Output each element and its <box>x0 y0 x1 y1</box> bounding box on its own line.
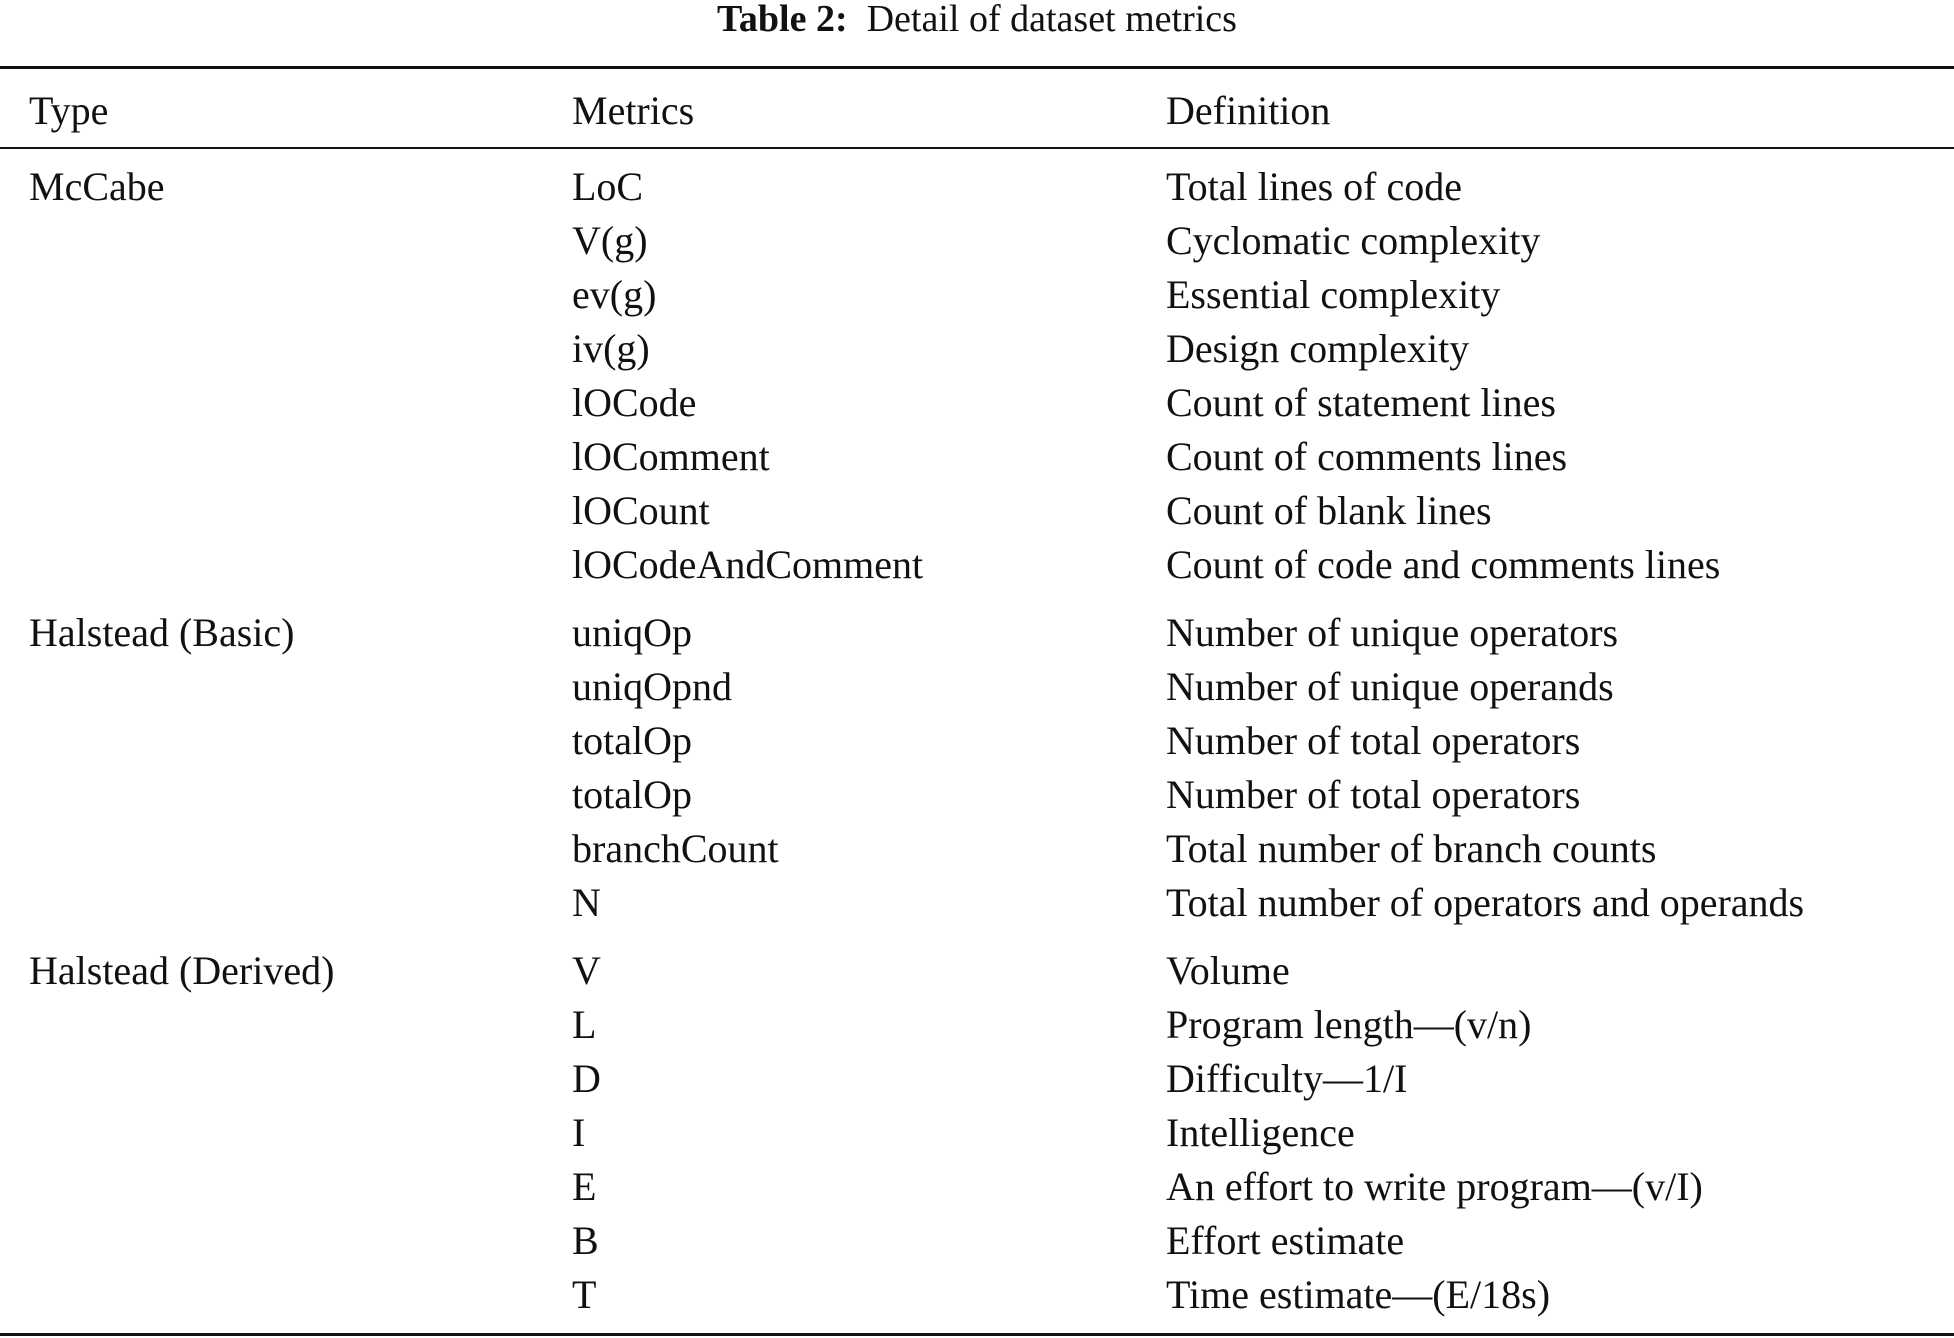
table-row <box>0 944 1954 998</box>
table-row <box>0 1052 1954 1106</box>
definition-cell: An effort to write program—(v/I) <box>1166 1164 1703 1209</box>
definition-cell: Essential complexity <box>1166 272 1501 317</box>
metric-cell: N <box>572 880 601 925</box>
table-row <box>0 998 1954 1052</box>
definition-cell: Count of code and comments lines <box>1166 542 1721 587</box>
metric-cell: lOComment <box>572 434 770 479</box>
table-row <box>0 430 1954 484</box>
metric-cell: lOCodeAndComment <box>572 542 924 587</box>
definition-cell: Cyclomatic complexity <box>1166 218 1541 263</box>
type-cell: Halstead (Derived) <box>29 948 335 993</box>
table-row <box>0 1214 1954 1268</box>
table-row <box>0 1268 1954 1322</box>
definition-cell: Difficulty—1/I <box>1166 1056 1408 1101</box>
metric-cell: V(g) <box>572 218 648 263</box>
metric-cell: LoC <box>572 164 644 209</box>
table-group-halstead-derived <box>0 944 1954 1322</box>
table-header-rule <box>0 147 1954 149</box>
metric-cell: branchCount <box>572 826 779 871</box>
table-top-rule <box>0 66 1954 69</box>
metric-cell: L <box>572 1002 597 1047</box>
type-cell: McCabe <box>29 164 165 209</box>
table-row <box>0 660 1954 714</box>
metric-cell: totalOp <box>572 718 692 763</box>
table-row <box>0 268 1954 322</box>
definition-cell: Time estimate—(E/18s) <box>1166 1272 1551 1317</box>
table-row <box>0 484 1954 538</box>
table-row <box>0 768 1954 822</box>
table-row <box>0 1106 1954 1160</box>
definition-cell: Intelligence <box>1166 1110 1355 1155</box>
definition-cell: Number of total operators <box>1166 718 1581 763</box>
column-header-type: Type <box>29 88 109 133</box>
definition-cell: Count of comments lines <box>1166 434 1568 479</box>
table-group-halstead-basic <box>0 606 1954 930</box>
column-header-metrics: Metrics <box>572 88 695 133</box>
metric-cell: T <box>572 1272 597 1317</box>
table-group-mccabe <box>0 160 1954 592</box>
table-row <box>0 606 1954 660</box>
table-row <box>0 1160 1954 1214</box>
table-row <box>0 876 1954 930</box>
table-bottom-rule <box>0 1333 1954 1336</box>
table-header-row <box>0 84 1954 138</box>
metric-cell: ev(g) <box>572 272 657 317</box>
table-row <box>0 538 1954 592</box>
definition-cell: Number of unique operators <box>1166 610 1619 655</box>
metric-cell: lOCode <box>572 380 697 425</box>
table-caption-label: Table 2: <box>717 0 848 40</box>
table-row <box>0 822 1954 876</box>
metric-cell: B <box>572 1218 599 1263</box>
table-caption <box>0 0 1954 38</box>
metric-cell: iv(g) <box>572 326 650 371</box>
metric-cell: V <box>572 948 601 993</box>
definition-cell: Total number of branch counts <box>1166 826 1657 871</box>
definition-cell: Number of unique operands <box>1166 664 1614 709</box>
definition-cell: Program length—(v/n) <box>1166 1002 1532 1047</box>
table-row <box>0 322 1954 376</box>
definition-cell: Number of total operators <box>1166 772 1581 817</box>
definition-cell: Effort estimate <box>1166 1218 1405 1263</box>
definition-cell: Count of blank lines <box>1166 488 1492 533</box>
table-row <box>0 214 1954 268</box>
table-row <box>0 376 1954 430</box>
metric-cell: I <box>572 1110 586 1155</box>
definition-cell: Volume <box>1166 948 1290 993</box>
table-row <box>0 160 1954 214</box>
type-cell: Halstead (Basic) <box>29 610 295 655</box>
definition-cell: Design complexity <box>1166 326 1470 371</box>
metric-cell: D <box>572 1056 601 1101</box>
metric-cell: lOCount <box>572 488 710 533</box>
metric-cell: uniqOpnd <box>572 664 732 709</box>
definition-cell: Total lines of code <box>1166 164 1462 209</box>
table-row <box>0 714 1954 768</box>
metric-cell: E <box>572 1164 597 1209</box>
definition-cell: Total number of operators and operands <box>1166 880 1805 925</box>
column-header-definition: Definition <box>1166 88 1331 133</box>
table-caption-text: Detail of dataset metrics <box>866 0 1237 40</box>
metric-cell: uniqOp <box>572 610 692 655</box>
metric-cell: totalOp <box>572 772 692 817</box>
definition-cell: Count of statement lines <box>1166 380 1556 425</box>
